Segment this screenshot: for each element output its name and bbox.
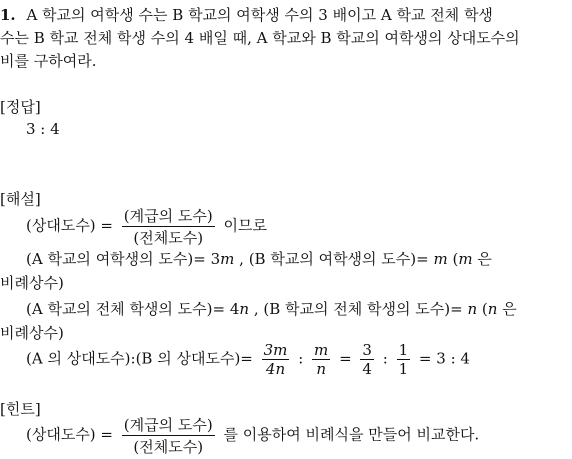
ratio-colon-1: : <box>298 349 304 368</box>
hint-row <box>26 414 479 457</box>
girls-a-variable: m <box>220 250 235 268</box>
ratio-fraction-3-denominator: 4 <box>362 360 372 378</box>
definition-right: 이므로 <box>223 216 267 235</box>
hint-definition-denominator: (전체도수) <box>122 435 215 457</box>
girls-a-text: (A 학교의 여학생의 도수)= 3 <box>26 250 221 268</box>
ratio-result: = 3 : 4 <box>418 349 470 368</box>
ratio-equals: = <box>339 349 352 368</box>
problem-text-3: 비를 구하여라. <box>0 52 97 70</box>
ratio-fraction-2-numerator: m <box>314 341 329 359</box>
ratio-fraction-1-denominator: 4n <box>262 359 290 378</box>
total-b-variable: n <box>467 300 478 318</box>
girls-continuation: 비례상수) <box>0 274 64 292</box>
total-b-paren-variable: n <box>487 300 498 318</box>
problem-text-2: 수는 B 학교 전체 학생 수의 4 배일 때, A 학교와 B 학교의 여학생의 상대도수의 <box>0 29 520 47</box>
problem-line-1 <box>0 4 493 25</box>
hint-definition-left: (상대도수) = <box>26 425 114 444</box>
total-a-text: (A 학교의 전체 학생의 도수)= 4 <box>26 300 240 318</box>
ratio-fraction-3 <box>360 341 374 378</box>
girls-b-tail: 은 <box>477 250 492 268</box>
definition-fraction <box>122 205 215 248</box>
definition-row <box>26 205 267 248</box>
hint-heading: [힌트] <box>0 400 41 418</box>
ratio-fraction-4-numerator: 1 <box>398 341 409 359</box>
definition-denominator: (전체도수) <box>122 226 215 248</box>
answer-value: 3 : 4 <box>26 120 60 138</box>
total-a-variable: n <box>239 300 250 318</box>
hint-definition-fraction <box>122 414 215 457</box>
ratio-fraction-1-numerator: 3m <box>263 341 288 359</box>
total-b-paren: ( <box>481 300 488 318</box>
definition-numerator: (계급의 도수) <box>123 207 213 225</box>
hint-tail: 를 이용하여 비례식을 만들어 비교한다. <box>223 425 480 444</box>
ratio-fraction-2-denominator: n <box>312 359 330 378</box>
girls-b-variable: m <box>433 250 448 268</box>
ratio-row <box>26 341 470 378</box>
girls-b-paren-variable: m <box>458 250 473 268</box>
hint-definition-numerator: (계급의 도수) <box>123 416 213 434</box>
ratio-fraction-4 <box>397 341 411 378</box>
girls-row <box>26 248 492 269</box>
ratio-colon-2: : <box>382 349 388 368</box>
ratio-fraction-2 <box>312 341 330 378</box>
girls-b-paren: ( <box>452 250 459 268</box>
total-row <box>26 298 517 319</box>
answer-heading: [정답] <box>0 98 41 116</box>
ratio-fraction-1 <box>262 341 290 378</box>
ratio-fraction-3-numerator: 3 <box>362 341 372 359</box>
total-b-tail: 은 <box>502 300 517 318</box>
total-b-text: , (B 학교의 전체 학생의 도수)= <box>253 300 463 318</box>
ratio-fraction-4-denominator: 1 <box>398 360 409 378</box>
girls-b-text: , (B 학교의 여학생의 도수)= <box>239 250 429 268</box>
problem-text-1: A 학교의 여학생 수는 B 학교의 여학생 수의 3 배이고 A 학교 전체 학생 <box>26 6 493 24</box>
total-continuation: 비례상수) <box>0 324 64 342</box>
explanation-heading: [해설] <box>0 190 41 208</box>
definition-left: (상대도수) = <box>26 216 114 235</box>
problem-number: 1. <box>0 6 16 24</box>
ratio-lead: (A 의 상대도수):(B 의 상대도수)= <box>26 349 253 368</box>
